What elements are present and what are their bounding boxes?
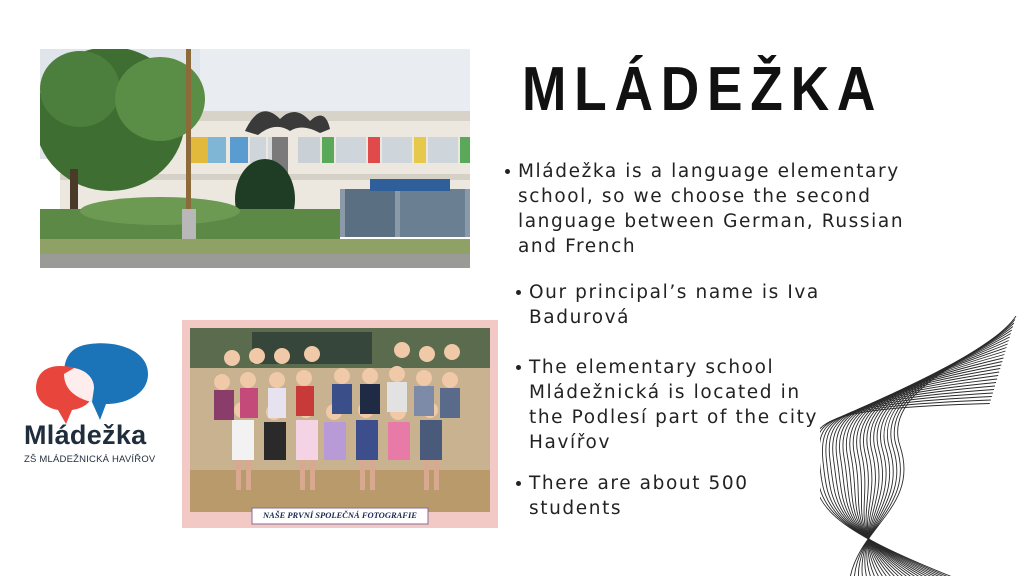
bullet-students	[529, 471, 829, 521]
bullet-language-school	[518, 159, 938, 259]
bullet-text: There are about 500 students	[529, 473, 749, 519]
bullet-text: Mládežka is a language elementary school, so we choose the second language between German, Russian and French	[518, 161, 905, 257]
decorative-wave-lines	[820, 316, 1024, 576]
wave-line	[867, 348, 1007, 576]
bullet-dot	[516, 365, 521, 370]
bullet-dot	[516, 290, 521, 295]
bullet-dot	[516, 481, 521, 486]
wave-line	[850, 365, 1002, 576]
bullet-text: The elementary school Mládežnická is located in the Podlesí part of the city Havířov	[529, 357, 819, 453]
bullet-text: Our principal’s name is Iva Badurová	[529, 282, 820, 328]
wave-line	[820, 400, 991, 576]
bullet-dot	[505, 169, 510, 174]
wave-line	[863, 351, 1005, 576]
bullet-principal	[529, 280, 829, 330]
class-photo-caption: NAŠE PRVNÍ SPOLEČNÁ FOTOGRAFIE	[263, 510, 417, 520]
class-photo	[182, 320, 498, 528]
logo-wordmark: Mládežka	[24, 420, 147, 450]
bullet-location	[529, 355, 829, 455]
slide-title: MLÁDEŽKA	[522, 55, 884, 124]
wave-line	[867, 334, 1011, 576]
school-building-photo	[40, 49, 470, 268]
logo-subtitle: ZŠ MLÁDEŽNICKÁ HAVÍŘOV	[24, 454, 156, 465]
